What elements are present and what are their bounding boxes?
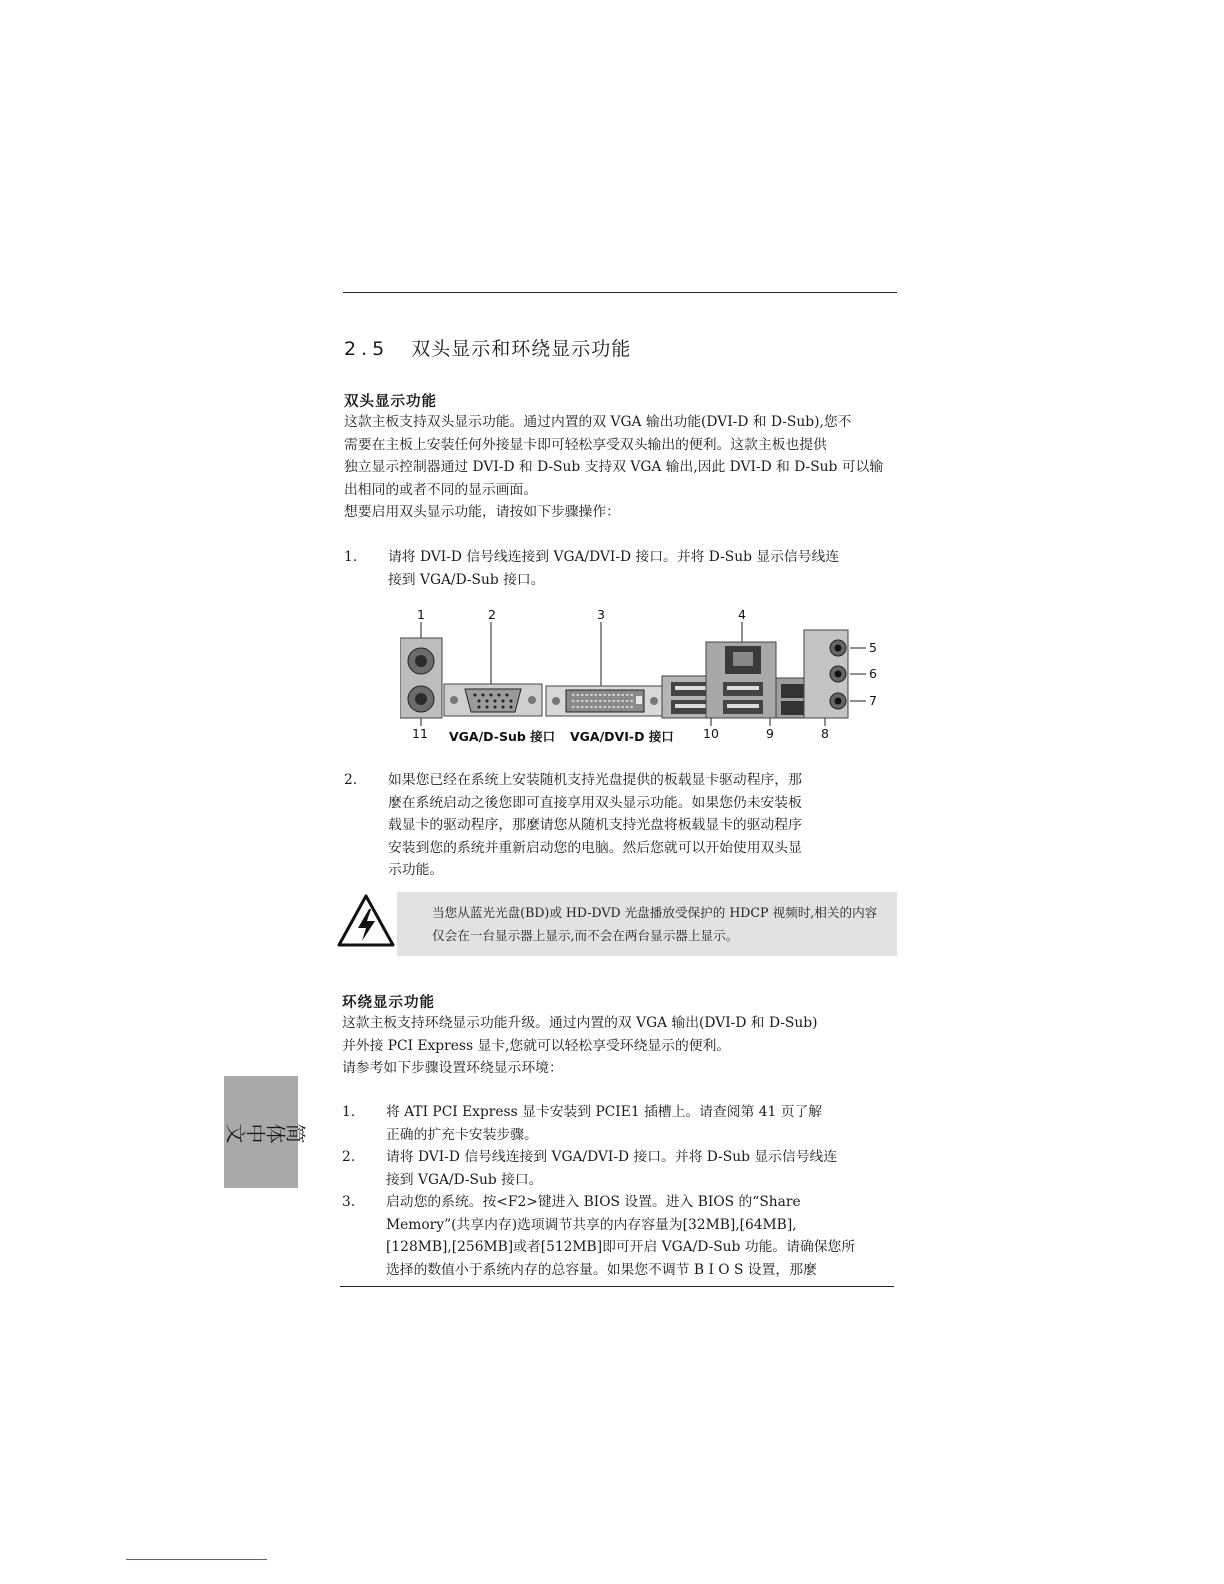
- list-item: [344, 769, 904, 882]
- vga-dsub-port: [444, 684, 542, 716]
- list-item: [344, 546, 904, 591]
- figure-number-10: 10: [703, 726, 719, 741]
- figure-number-2: 2: [488, 607, 496, 622]
- ps2-ports: [400, 638, 442, 718]
- step-line: 请将 DVI-D 信号线连接到 VGA/DVI-D 接口。并将 D-Sub 显示信号线连: [386, 1149, 838, 1165]
- figure-number-5: 5: [869, 640, 877, 655]
- rear-io-panel-figure: [400, 606, 890, 746]
- step-number: 2.: [344, 772, 358, 788]
- intro-line: 独立显示控制器通过 DVI-D 和 D-Sub 支持双 VGA 输出,因此 DVI-D 和 D-Sub 可以输: [344, 459, 884, 475]
- audio-jacks: [804, 630, 848, 718]
- surround-steps: [342, 1101, 902, 1281]
- step-line: [128MB],[256MB]或者[512MB]即可开启 VGA/D-Sub 功能。请确保您所: [386, 1239, 856, 1255]
- lan-usb-stack-9: [706, 642, 776, 718]
- dual-step-2: [344, 769, 904, 882]
- step-line: 将 ATI PCI Express 显卡安装到 PCIE1 插槽上。请查阅第 41 页了解: [386, 1104, 823, 1120]
- list-item: [342, 1146, 902, 1191]
- high-voltage-warning-icon: [336, 893, 396, 949]
- step-line: 如果您已经在系统上安装随机支持光盘提供的板载显卡驱动程序，那: [388, 772, 802, 788]
- bottom-rule: [340, 1286, 894, 1287]
- surround-display-intro: [342, 1012, 902, 1080]
- figure-number-3: 3: [597, 607, 605, 622]
- step-number: 3.: [342, 1194, 356, 1210]
- step-number: 1.: [344, 549, 358, 565]
- step-line: 示功能。: [388, 862, 444, 878]
- intro-line: 需要在主板上安装任何外接显卡即可轻松享受双头输出的便利。这款主板也提供: [344, 436, 827, 453]
- figure-number-1: 1: [417, 607, 425, 622]
- list-item: [342, 1101, 902, 1146]
- step-line: Memory”(共享内存)选项调节共享的内存容量为[32MB],[64MB],: [386, 1216, 797, 1233]
- step-line: 正确的扩充卡安装步骤。: [386, 1126, 538, 1143]
- language-tab-label: 简体中文: [226, 1120, 306, 1144]
- intro-line: 请参考如下步骤设置环绕显示环境：: [342, 1060, 563, 1076]
- section-title-text: 双头显示和环绕显示功能: [411, 338, 632, 360]
- language-side-tab: [224, 1076, 306, 1188]
- figure-number-6: 6: [869, 666, 877, 681]
- footer-rule: [126, 1559, 267, 1560]
- step-number: 2.: [342, 1149, 356, 1165]
- step-line: 麼在系统启动之後您即可直接享用双头显示功能。如果您仍未安装板: [388, 794, 802, 811]
- figure-number-11: 11: [412, 726, 428, 741]
- figure-number-4: 4: [738, 607, 746, 622]
- dual-display-intro: [344, 411, 904, 524]
- warning-text: [432, 901, 888, 947]
- section-number: 2.5: [344, 338, 390, 360]
- figure-number-7: 7: [869, 693, 877, 708]
- dual-display-heading: 双头显示功能: [344, 394, 437, 410]
- intro-line: 并外接 PCI Express 显卡,您就可以轻松享受环绕显示的便利。: [342, 1037, 731, 1054]
- section-title: [344, 334, 631, 361]
- intro-line: 出相同的或者不同的显示画面。: [344, 481, 538, 498]
- surround-display-heading: 环绕显示功能: [342, 995, 435, 1011]
- step-number: 1.: [342, 1104, 356, 1120]
- step-line: 安装到您的系统并重新启动您的电脑。然后您就可以开始使用双头显: [388, 839, 802, 856]
- top-rule: [343, 292, 897, 293]
- step-line: 载显卡的驱动程序，那麼请您从随机支持光盘将板载显卡的驱动程序: [388, 817, 802, 833]
- warning-line: 仅会在一台显示器上显示,而不会在两台显示器上显示。: [432, 928, 739, 943]
- warning-line: 当您从蓝光光盘(BD)或 HD-DVD 光盘播放受保护的 HDCP 视频时,相关的内容: [432, 905, 878, 920]
- figure-number-9: 9: [766, 726, 774, 741]
- intro-line: 想要启用双头显示功能，请按如下步骤操作：: [344, 504, 620, 520]
- dvi-d-port: [546, 686, 664, 716]
- intro-line: 这款主板支持双头显示功能。通过内置的双 VGA 输出功能(DVI-D 和 D-Sub),您不: [344, 414, 852, 430]
- step-line: 启动您的系统。按<F2>键进入 BIOS 设置。进入 BIOS 的“Share: [386, 1194, 801, 1210]
- figure-number-8: 8: [821, 726, 829, 741]
- list-item: [342, 1191, 902, 1281]
- caption-dsub: VGA/D-Sub 接口: [449, 729, 556, 744]
- intro-line: 这款主板支持环绕显示功能升级。通过内置的双 VGA 输出(DVI-D 和 D-Sub): [342, 1015, 818, 1031]
- step-line: 请将 DVI-D 信号线连接到 VGA/DVI-D 接口。并将 D-Sub 显示信号线连: [388, 549, 840, 565]
- dual-step-1: [344, 546, 904, 591]
- step-line: 选择的数值小于系统内存的总容量。如果您不调节 B I O S 设置，那麼: [386, 1261, 817, 1278]
- step-line: 接到 VGA/D-Sub 接口。: [388, 571, 545, 588]
- step-line: 接到 VGA/D-Sub 接口。: [386, 1171, 543, 1188]
- caption-dvi: VGA/DVI-D 接口: [570, 729, 674, 744]
